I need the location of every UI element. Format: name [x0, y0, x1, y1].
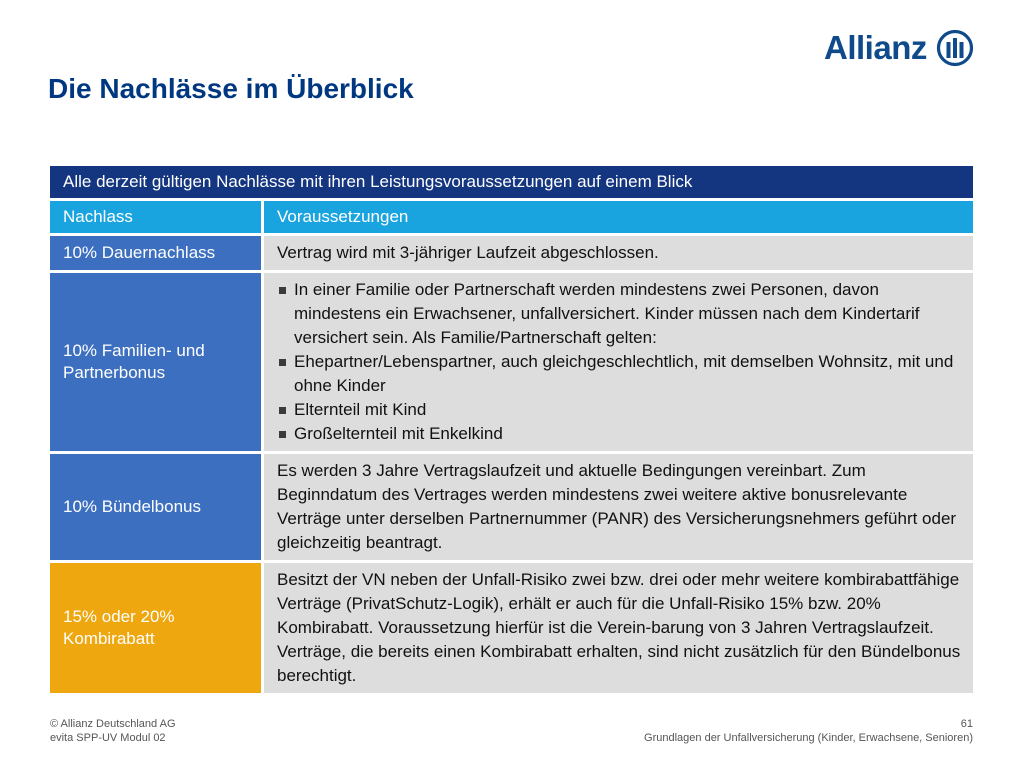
discount-cell-highlight	[50, 563, 261, 693]
table-row	[50, 454, 973, 560]
requirements-list	[277, 278, 963, 446]
square-bullet-icon	[279, 359, 286, 366]
list-item-text: Großelternteil mit Enkelkind	[294, 424, 503, 443]
list-item	[277, 422, 963, 446]
list-item-text: In einer Familie oder Partnerschaft werden mindestens zwei Personen, davon mindestens ein Erwachsener, unfallversichert. Kinder müssen nach dem Kindertarif versichert sein. Als Familie/Partnerschaft gelten:	[294, 280, 920, 347]
module-text: evita SPP-UV Modul 02	[50, 732, 166, 744]
table-row	[50, 273, 973, 451]
discount-label: 15% oder 20% Kombirabatt	[63, 607, 175, 648]
discount-cell	[50, 454, 261, 560]
list-item	[277, 398, 963, 422]
table-row	[50, 563, 973, 693]
requirements-cell	[264, 563, 973, 693]
requirements-text: Besitzt der VN neben der Unfall-Risiko zwei bzw. drei oder mehr weitere kombirabattfähige Verträge (PrivatSchutz-Logik), erhält er auch für die Unfall-Risiko 15% bzw. 20% Kombirabatt. Voraussetzung hierfür ist die Verein-barung von 3 Jahren Vertragslaufzeit. Verträge, die bereits einen Kombirabatt erhalten, sind nicht zusätzlich für den Bündelbonus berechtigt.	[277, 570, 961, 685]
copyright-text: © Allianz Deutschland AG	[50, 718, 176, 730]
requirements-text: Vertrag wird mit 3-jähriger Laufzeit abgeschlossen.	[277, 243, 659, 262]
column-header-requirements: Voraussetzungen	[264, 201, 973, 233]
requirements-text: Es werden 3 Jahre Vertragslaufzeit und aktuelle Bedingungen vereinbart. Zum Beginndatum des Vertrages werden mindestens zwei weitere aktive bonusrelevante Verträge unter derselben Partnernummer (PANR) des Versicherungsnehmers geführt oder gleichzeitig beantragt.	[277, 461, 957, 552]
list-item	[277, 350, 963, 398]
discount-cell	[50, 273, 261, 451]
course-title: Grundlagen der Unfallversicherung (Kinder, Erwachsene, Senioren)	[644, 732, 973, 744]
allianz-logo	[824, 28, 974, 68]
footer-left	[50, 717, 176, 745]
requirements-cell	[264, 273, 973, 451]
square-bullet-icon	[279, 407, 286, 414]
brand-name: Allianz	[824, 29, 927, 66]
discount-table	[50, 166, 973, 693]
page-number: 61	[960, 718, 973, 730]
square-bullet-icon	[279, 431, 286, 438]
table-row	[50, 236, 973, 270]
list-item-text: Elternteil mit Kind	[294, 400, 427, 419]
requirements-cell	[264, 236, 973, 270]
square-bullet-icon	[279, 287, 286, 294]
discount-label: 10% Bündelbonus	[63, 497, 202, 516]
list-item-text: Ehepartner/Lebenspartner, auch gleichgeschlechtlich, mit demselben Wohnsitz, mit und ohne Kinder	[294, 352, 954, 395]
page-title: Die Nachlässe im Überblick	[48, 73, 414, 104]
column-header-discount: Nachlass	[50, 201, 261, 233]
list-item	[277, 278, 963, 350]
footer-right	[644, 717, 973, 745]
requirements-cell	[264, 454, 973, 560]
allianz-eagle-bars-icon	[936, 29, 974, 67]
table-column-header-row	[50, 201, 973, 233]
discount-cell: 10% Dauernachlass	[50, 236, 261, 270]
table-title: Alle derzeit gültigen Nachlässe mit ihren Leistungsvoraussetzungen auf einem Blick	[50, 166, 973, 198]
discount-label: 10% Familien- und Partnerbonus	[63, 341, 205, 382]
